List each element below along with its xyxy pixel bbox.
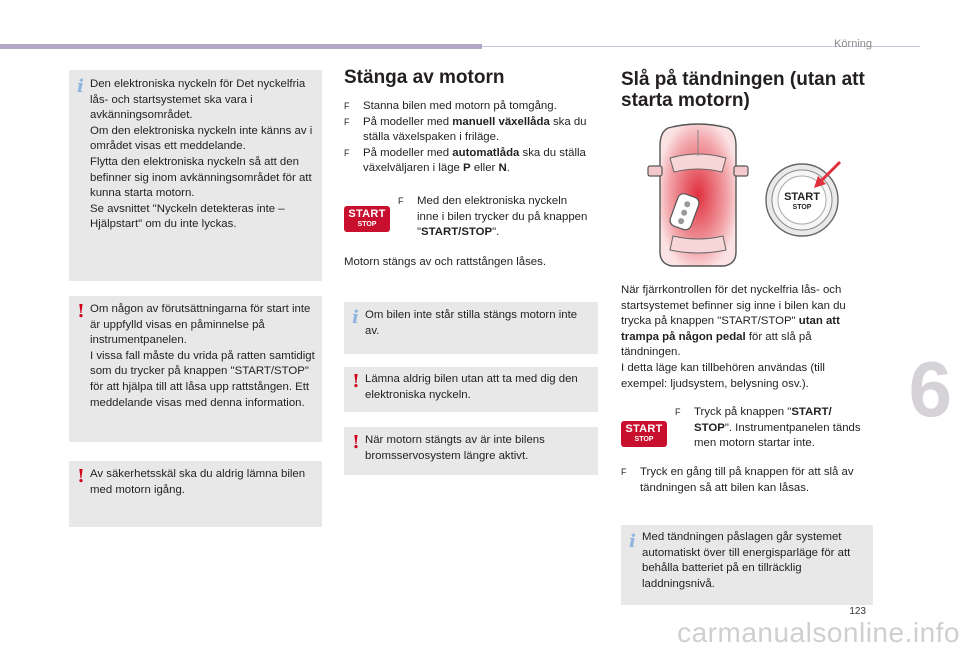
info-icon: i (352, 307, 359, 328)
arrow-bullet-icon: F (621, 467, 627, 477)
ignition-accessories-text: I detta läge kan tillbehören användas (till exempel: ljudsystem, belysning osv.). (621, 361, 825, 390)
page-number: 123 (849, 606, 866, 617)
list-item: F På modeller med manuell växellåda ska du ställa växelspaken i friläge. (344, 115, 587, 144)
warning-icon: ! (352, 371, 360, 392)
info-text: Om bilen inte står stilla stängs motorn inte av. (365, 309, 578, 337)
ignition-description: När fjärrkontrollen för det nyckelfria lås- och startsystemet befinner sig inne i bilen kan du trycka på knappen "START/STOP" utan att trampa på någon pedal för att slå på tändningen. I detta läge kan tillbehören användas (till exempel: ljudsystem, belysning osv.). (621, 283, 871, 392)
stop-result-text: Motorn stängs av och rattstången låses. (344, 256, 546, 268)
info-text: Med tändningen påslagen går systemet automatiskt över till energisparläge för att behålla batteriet på en tillräcklig laddningsnivå. (642, 531, 851, 590)
warning-text: Om någon av förutsättningarna för start inte är uppfylld visas en påminnelse på instrumentpanelen. I vissa fall måste du vrida på ratten samtidigt som du trycker på knappen "START/STOP" för att hjälpa till att låsa upp rattstången. Ett meddelande visas med denna information. (90, 303, 315, 409)
list-item: F Tryck en gång till på knappen för att slå av tändningen så att bilen kan låsas. (621, 466, 854, 494)
start-stop-button-icon: START STOP (621, 421, 667, 447)
warning-box-brake-servo (344, 427, 598, 475)
list-item: F Med den elektroniska nyckeln inne i bilen trycker du på knappen "START/STOP". (398, 195, 588, 239)
start-label: START (784, 191, 820, 203)
ignition-off-step (621, 465, 873, 496)
list-item: F Stanna bilen med motorn på tomgång. (344, 99, 602, 115)
warning-text: Av säkerhetsskäl ska du aldrig lämna bilen med motorn igång. (90, 468, 306, 496)
header-bar (0, 44, 482, 49)
car-key-illustration (640, 120, 756, 268)
warning-text: Lämna aldrig bilen utan att ta med dig den elektroniska nyckeln. (365, 373, 578, 401)
warning-icon: ! (352, 432, 360, 453)
list-item: F Tryck på knappen "START/ STOP". Instrumentpanelen tänds men motorn startar inte. (675, 406, 861, 450)
start-stop-round-button-illustration (762, 158, 846, 240)
ignition-button-instruction (675, 405, 870, 452)
list-item: F På modeller med automatlåda ska du ställa växelväljaren i läge P eller N. (344, 146, 586, 175)
info-box-not-stationary (344, 302, 598, 354)
info-icon: i (77, 76, 84, 97)
warning-box-engine-running (69, 461, 322, 527)
info-text: Den elektroniska nyckeln för Det nyckelfria lås- och startsystemet ska vara i avkänningsområdet. Om den elektroniska nyckeln inte känns av i området visas ett meddelande. Flytta den elektroniska nyckeln så att den befinner sig inom avkänningsområdet för att kunna starta motorn. Se avsnittet "Nyckeln detekteras inte – Hjälpstart" om du inte lyckas. (90, 78, 313, 231)
warning-text: När motorn stängts av är inte bilens bromsservosystem längre aktivt. (365, 434, 545, 462)
warning-box-start-conditions (69, 296, 322, 442)
stop-steps-list (344, 99, 602, 177)
watermark: carmanualsonline.info (677, 617, 960, 648)
info-box-energy-saving (621, 525, 873, 605)
start-stop-button-icon: START STOP (344, 206, 390, 232)
warning-box-leave-key (344, 367, 598, 412)
arrow-bullet-icon: F (344, 147, 350, 158)
info-icon: i (629, 531, 636, 552)
arrow-bullet-icon: F (398, 196, 404, 206)
section-title-stop-engine: Stänga av motorn (344, 67, 505, 88)
arrow-bullet-icon: F (675, 407, 681, 417)
warning-icon: ! (77, 301, 85, 322)
arrow-bullet-icon: F (344, 101, 350, 111)
arrow-bullet-icon: F (344, 116, 350, 127)
stop-label: STOP (792, 204, 812, 211)
section-title-ignition-on: Slå på tändningen (utan att starta motorn) (621, 69, 865, 111)
section-label: Körning (834, 38, 872, 50)
warning-icon: ! (77, 466, 85, 487)
chapter-number: 6 (908, 345, 952, 433)
info-box-key-range (69, 70, 322, 281)
stop-button-instruction (398, 194, 588, 241)
